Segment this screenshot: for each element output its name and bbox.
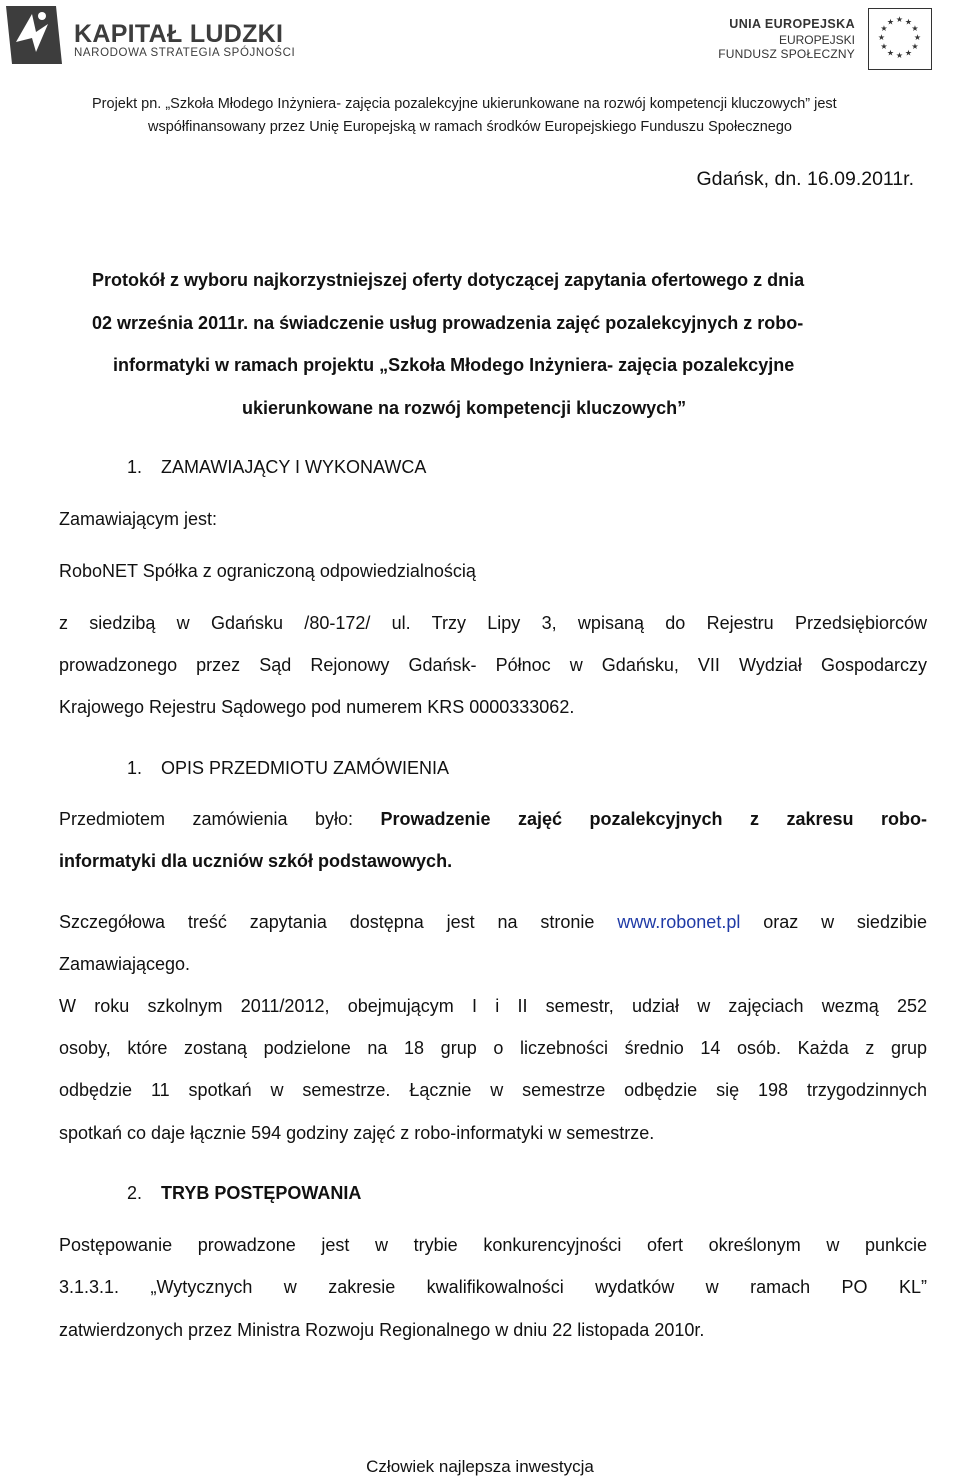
svg-text:★: ★ — [877, 33, 886, 42]
section1-number: 1. — [127, 457, 143, 477]
section1-address-line1: z siedzibą w Gdańsku /80-172/ ul. Trzy Lipy 3, wpisaną do Rejestru Przedsiębiorców — [59, 613, 927, 633]
title-line-1: Protokół z wyboru najkorzystniejszej oferty dotyczącej zapytania ofertowego z dnia — [92, 270, 805, 290]
section2-details-suffix: oraz w siedzibie — [763, 912, 927, 932]
section1-heading-text: ZAMAWIAJĄCY I WYKONAWCA — [161, 457, 427, 477]
logo-right-line2: EUROPEJSKI — [778, 33, 855, 47]
robonet-link[interactable]: www.robonet.pl — [617, 912, 741, 932]
section2-subject-bold-line1: Prowadzenie zajęć pozalekcyjnych z zakresu robo- — [380, 809, 927, 829]
svg-text:★: ★ — [886, 48, 895, 58]
section3-number: 2. — [127, 1183, 143, 1203]
section2-para-line1: W roku szkolnym 2011/2012, obejmującym I i II semestr, udział w zajęciach wezmą 252 — [59, 996, 927, 1016]
section2-subject-prefix: Przedmiotem zamówienia było: — [59, 809, 354, 829]
logo-right-line3: FUNDUSZ SPOŁECZNY — [718, 47, 855, 61]
section2-heading — [127, 758, 449, 779]
title-line-3: informatyki w ramach projektu „Szkoła Młodego Inżyniera- zajęcia pozalekcyjne — [113, 355, 795, 375]
section2-number: 1. — [127, 758, 143, 778]
section2-details-line2: Zamawiającego. — [59, 954, 191, 974]
svg-text:★: ★ — [880, 42, 888, 51]
svg-text:★: ★ — [911, 24, 919, 33]
section2-para-line2: osoby, które zostaną podzielone na 18 grup o liczebności średnio 14 osób. Każda z grup — [59, 1038, 927, 1058]
section1-heading — [127, 457, 426, 478]
logo-left-title: KAPITAŁ LUDZKI — [74, 20, 284, 48]
section2-para-line4: spotkań co daje łącznie 594 godziny zajęć z robo-informatyki w semestrze. — [59, 1123, 655, 1143]
section3-line1: Postępowanie prowadzone jest w trybie konkurencyjności ofert określonym w punkcie — [59, 1235, 927, 1255]
section2-subject-bold-line2: informatyki dla uczniów szkół podstawowych. — [59, 851, 453, 871]
svg-text:★: ★ — [913, 33, 922, 42]
section1-company: RoboNET Spółka z ograniczoną odpowiedzialnością — [59, 561, 476, 581]
section3-line2: 3.1.3.1. „Wytycznych w zakresie kwalifikowalności wydatków w ramach PO KL” — [59, 1277, 927, 1297]
svg-text:★: ★ — [895, 51, 904, 60]
section2-details-prefix: Szczegółowa treść zapytania dostępna jest na stronie — [59, 912, 595, 932]
project-line-1: Projekt pn. „Szkoła Młodego Inżyniera- zajęcia pozalekcyjne ukierunkowane na rozwój kompetencji kluczowych” jest — [92, 96, 837, 112]
title-line-2: 02 września 2011r. na świadczenie usług prowadzenia zajęć pozalekcyjnych z robo- — [92, 313, 804, 333]
footer-slogan: Człowiek najlepsza inwestycja — [366, 1457, 594, 1476]
eu-flag-icon — [868, 8, 932, 70]
section2-subject-line1 — [59, 809, 927, 830]
section2-para-line3: odbędzie 11 spotkań w semestrze. Łącznie w semestrze odbędzie się 198 trzygodzinnych — [59, 1080, 927, 1100]
section1-address-line2: prowadzonego przez Sąd Rejonowy Gdańsk- Północ w Gdańsku, VII Wydział Gospodarczy — [59, 655, 927, 675]
svg-text:★: ★ — [895, 15, 904, 24]
project-line-2: współfinansowany przez Unię Europejską w ramach środków Europejskiego Funduszu Społecznego — [148, 119, 792, 135]
section3-heading-text: TRYB POSTĘPOWANIA — [161, 1183, 362, 1203]
section2-subject-line2 — [59, 851, 452, 872]
svg-text:★: ★ — [886, 17, 895, 27]
svg-text:★: ★ — [904, 48, 913, 58]
kapital-ludzki-emblem-icon — [2, 2, 68, 68]
section3-heading — [127, 1183, 361, 1204]
logo-right-line1: UNIA EUROPEJSKA — [729, 17, 855, 31]
section1-intro: Zamawiającym jest: — [59, 509, 218, 529]
section3-line3: zatwierdzonych przez Ministra Rozwoju Regionalnego w dniu 22 listopada 2010r. — [59, 1320, 705, 1340]
svg-text:★: ★ — [904, 17, 913, 27]
document-date: Gdańsk, dn. 16.09.2011r. — [696, 168, 914, 190]
section2-details-line1 — [59, 912, 927, 933]
section2-heading-text: OPIS PRZEDMIOTU ZAMÓWIENIA — [161, 758, 450, 778]
svg-text:★: ★ — [880, 24, 888, 33]
section1-address-line3: Krajowego Rejestru Sądowego pod numerem KRS 0000333062. — [59, 697, 575, 717]
logo-left-subtitle: NARODOWA STRATEGIA SPÓJNOŚCI — [74, 47, 296, 59]
title-line-4: ukierunkowane na rozwój kompetencji kluczowych” — [242, 398, 687, 418]
svg-text:★: ★ — [911, 42, 919, 51]
